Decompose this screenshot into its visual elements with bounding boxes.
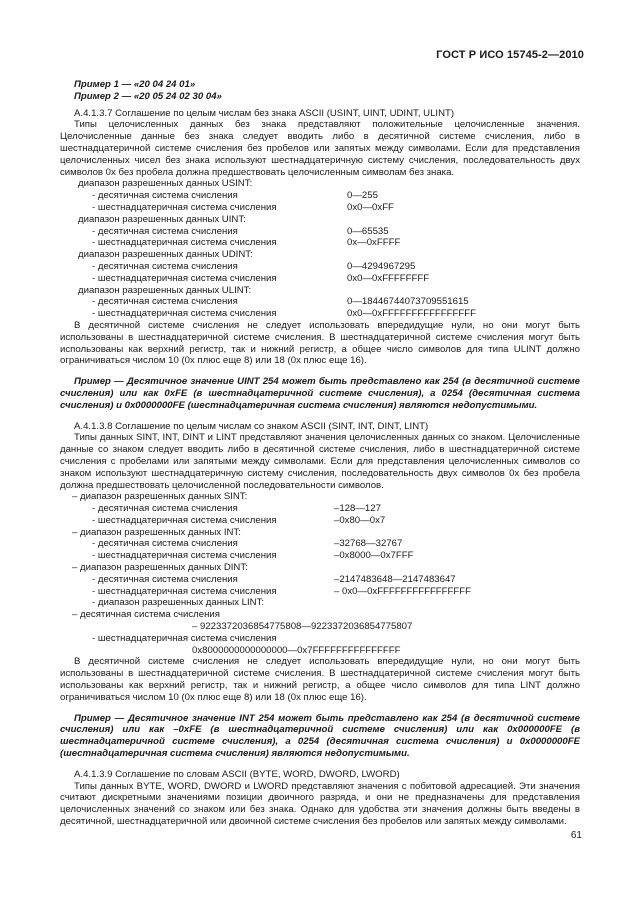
range-dec-value: 0—65535 xyxy=(347,225,389,237)
section-para-word: Типы данных BYTE, WORD, DWORD и LWORD представляют значения с побитовой адресацией. Эти значения считают дискретными значениями позиции двоичного разряда, и они не предназначены для представления целочисленных значений со знаком или без знака. Однако для удобства эти значения должны быть введены в десятичной, шестнадцатеричной или двоичной системе счисления без пробелов или запятых между символами. xyxy=(60,780,580,828)
range-dec-value: 0—255 xyxy=(347,190,378,202)
range-hex-value: 0x0—0xFF xyxy=(347,201,394,213)
range-label: – диапазон разрешенных данных INT: xyxy=(72,526,241,538)
range-list-signed xyxy=(60,491,580,656)
section-note-sint: В десятичной системе счисления не следует использовать впередидущие нули, но они могут быть использованы в шестнадцатеричной системе счисления. В шестнадцатеричной системе счисления могут быть использованы как верхний регистр, так и нижний регистр, а общее число символов для типа LINT должно ограничиваться числом 10 (0х плюс еще 8) или 18 (0х плюс еще 16). xyxy=(60,656,580,703)
section-note-usint: В десятичной системе счисления не следует использовать впередидущие нули, но они могут быть использованы в шестнадцатеричной системе счисления. В шестнадцатеричной системе счисления могут быть использованы как верхний регистр, так и нижний регистр, а общее число символов для типа ULINT должно ограничиваться числом 10 (0х плюс еще 8) или 18 (0х плюс еще 16). xyxy=(60,319,580,367)
range-label: диапазон разрешенных данных ULINT: xyxy=(78,284,252,296)
range-hex-value: – 0x0—0xFFFFFFFFFFFFFFFF xyxy=(334,585,471,597)
range-hex-label: - шестнадцатеричная система счисления xyxy=(92,237,277,249)
example-1: Пример 1 — «20 04 24 01» xyxy=(74,79,196,90)
range-label: диапазон разрешенных данных USINT: xyxy=(78,178,253,190)
range-dec-value-lint: – 9223372036854775808—9223372036854775807 xyxy=(192,621,413,633)
example-uint: Пример — Десятичное значение UINT 254 может быть представлено как 254 (в десятичной системе счисления) или как 0xFE (в шестнадцатеричной системе счисления), а 0254 (десятичная система счисления) и 0x0000000FE (шестнадцатеричная система счисления) являются недопустимыми. xyxy=(60,376,580,411)
range-hex-value: 0x0—0xFFFFFFFF xyxy=(347,272,430,284)
range-dec-value: –128—127 xyxy=(334,503,381,515)
range-dec-label: - десятичная система счисления xyxy=(92,190,238,202)
range-hex-value: 0x0—0xFFFFFFFFFFFFFFFF xyxy=(347,308,476,320)
section-heading-sint: А.4.1.3.8 Соглашение по целым числам со знаком ASCII (SINT, INT, DINT, LINT) xyxy=(74,420,429,432)
range-dec-label: - десятичная система счисления xyxy=(92,225,238,237)
range-dec-value: 0—4294967295 xyxy=(347,260,416,272)
range-dec-label-lint: – десятичная система счисления xyxy=(72,609,220,621)
range-label: – диапазон разрешенных данных DINT: xyxy=(72,562,248,574)
range-hex-label: - шестнадцатеричная система счисления xyxy=(92,201,277,213)
range-dec-value: –32768—32767 xyxy=(334,538,403,550)
range-hex-label: - шестнадцатеричная система счисления xyxy=(92,272,277,284)
range-hex-value-lint: 0x8000000000000000—0x7FFFFFFFFFFFFFFF xyxy=(192,644,401,656)
section-para-sint: Типы данных SINT, INT, DINT и LINT представляют значения целочисленных данных со знаком. Целочисленные данные со знаком следует вводить либо в десятичной системе счисления, либо в шестнадцатеричной системе счисления с пробелами или запятыми между символами. Если для представления целочисленных символов со знаком используют шестнадцатеричную систему счисления, последовательность двух символов 0x без пробела должна предшествовать целочисленной последовательности символов. xyxy=(60,432,580,491)
section-heading-usint: А.4.1.3.7 Соглашение по целым числам без знака ASCII (USINT, UINT, UDINT, ULINT) xyxy=(74,107,455,119)
range-hex-label: - шестнадцатеричная система счисления xyxy=(92,550,277,562)
range-label: диапазон разрешенных данных UINT: xyxy=(78,213,246,225)
range-label-lint: - диапазон разрешенных данных LINT: xyxy=(92,597,265,609)
range-hex-label: - шестнадцатеричная система счисления xyxy=(92,308,277,320)
range-dec-label: - десятичная система счисления xyxy=(92,503,238,515)
range-dec-label: - десятичная система счисления xyxy=(92,260,238,272)
range-dec-value: –2147483648—2147483647 xyxy=(334,573,456,585)
example-2: Пример 2 — «20 05 24 02 30 04» xyxy=(74,90,222,102)
range-label: диапазон разрешенных данных UDINT: xyxy=(78,249,253,261)
page-content xyxy=(60,79,580,828)
range-hex-label: - шестнадцатеричная система счисления xyxy=(92,514,277,526)
range-hex-value: –0x8000—0x7FFF xyxy=(334,550,414,562)
range-dec-label: - десятичная система счисления xyxy=(92,538,238,550)
example-int: Пример — Десятичное значение INT 254 может быть представлено как 254 (в десятичной системе счисления) или как –0xFE (в шестнадцатеричной системе счисления) или как 0x000000FE (в шестнадцатеричной системе счисления), а 0254 (десятичная система счисления) и 0x0000000FE (шестнадцатеричная система счисления) являются недопустимыми. xyxy=(60,712,580,760)
range-dec-label: - десятичная система счисления xyxy=(92,573,238,585)
range-label: – диапазон разрешенных данных SINT: xyxy=(72,491,248,503)
range-hex-label: - шестнадцатеричная система счисления xyxy=(92,585,277,597)
range-dec-label: - десятичная система счисления xyxy=(92,296,238,308)
page-number: 61 xyxy=(570,830,582,841)
document-header: ГОСТ Р ИСО 15745-2—2010 xyxy=(436,49,584,61)
section-heading-word: А.4.1.3.9 Соглашение по словам ASCII (BYTE, WORD, DWORD, LWORD) xyxy=(74,768,400,780)
range-hex-label-lint: - шестнадцатеричная система счисления xyxy=(92,632,277,644)
range-hex-value: 0x—0xFFFF xyxy=(347,237,401,249)
section-para-usint: Типы целочисленных данных без знака представляют положительные целочисленные значения. Целочисленные данные без знака следует вводить либо в десятичной системе счисления, либо в шестнадцатеричной системе счисления без пробелов или запятых между символами. Если для представления целочисленных чисел без знака используют шестнадцатеричную систему счисления, последовательность двух символов 0x без пробела должна предшествовать целочисленным символам без знака. xyxy=(60,119,580,178)
range-hex-value: –0x80—0x7 xyxy=(334,514,386,526)
range-list-unsigned xyxy=(60,178,580,320)
range-dec-value: 0—18446744073709551615 xyxy=(347,296,469,308)
